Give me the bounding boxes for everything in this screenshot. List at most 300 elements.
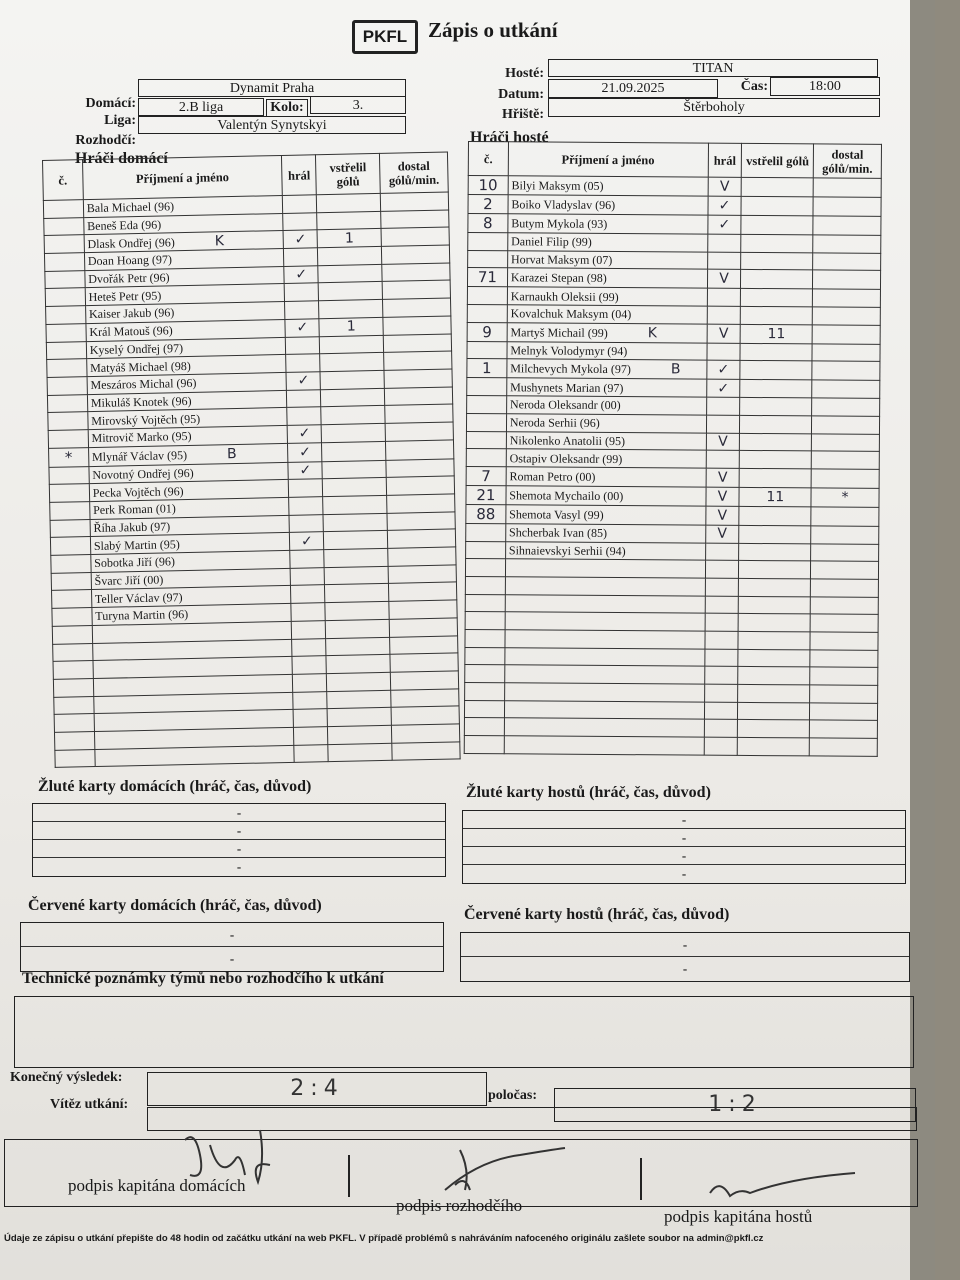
goals-scored xyxy=(321,423,385,442)
player-number xyxy=(47,394,87,413)
goals-scored xyxy=(317,193,381,212)
player-number xyxy=(46,306,86,325)
player-name xyxy=(505,594,705,613)
player-name: Slabý Martin (95) xyxy=(90,533,290,555)
home-team-field: Dynamit Praha xyxy=(138,79,406,97)
played-mark xyxy=(707,252,741,270)
goals-scored xyxy=(320,353,384,372)
goals-conceded xyxy=(390,635,458,654)
player-name: Neroda Oleksandr (00) xyxy=(506,396,706,415)
col-scored: vstřelil gólů xyxy=(316,153,381,194)
league-field: 2.B liga xyxy=(138,98,264,116)
goals-conceded xyxy=(810,614,878,632)
goals-conceded xyxy=(384,387,452,406)
col-conceded: dostal gólů/min. xyxy=(813,144,881,178)
player-number: 88 xyxy=(466,504,506,523)
final-result-label: Konečný výsledek: xyxy=(10,1070,123,1085)
player-number xyxy=(44,217,84,236)
player-number xyxy=(52,625,92,644)
goals-conceded xyxy=(385,404,453,423)
goals-scored xyxy=(739,525,811,543)
player-number: 7 xyxy=(466,466,506,485)
player-number xyxy=(465,576,505,594)
player-number xyxy=(466,431,506,449)
played-mark xyxy=(704,667,738,685)
goals-conceded xyxy=(390,671,458,690)
away-red-row: - xyxy=(682,961,688,976)
goals-scored xyxy=(738,631,810,649)
player-name: Teller Václav (97) xyxy=(91,586,291,608)
played-mark xyxy=(705,596,739,614)
player-name: Dlask Ondřej (96) K xyxy=(84,231,284,253)
player-name xyxy=(504,718,704,737)
goals-scored xyxy=(324,531,388,550)
away-red-title: Červené karty hostů (hráč, čas, důvod) xyxy=(464,906,730,923)
player-number xyxy=(468,233,508,251)
goals-conceded xyxy=(389,582,457,601)
goals-conceded xyxy=(811,526,879,544)
player-name xyxy=(505,630,705,649)
played-mark xyxy=(289,479,323,497)
player-name: Turyna Martin (96) xyxy=(92,604,292,626)
played-mark xyxy=(704,702,738,720)
player-number xyxy=(467,341,507,359)
halftime-field: 1:2 xyxy=(554,1088,916,1122)
player-number xyxy=(465,683,505,701)
player-name: Milchevych Mykola (97) B xyxy=(507,359,707,379)
played-mark: ✓ xyxy=(706,380,740,398)
played-mark xyxy=(705,543,739,561)
goals-conceded xyxy=(391,706,459,725)
player-name: Sihnaievskyi Serhii (94) xyxy=(505,541,705,560)
player-name: Nikolenko Anatolii (95) xyxy=(506,431,706,450)
footer-note: Údaje ze zápisu o utkání přepište do 48 hodin od začátku utkání na web PKFL. V případě problémů s nahráváním nafoceného originálu zašlete soubor na admin@pkfl.cz xyxy=(4,1233,764,1244)
home-yellow-row: - xyxy=(33,804,445,822)
player-name xyxy=(505,647,705,666)
played-mark xyxy=(707,234,741,252)
player-name: Mirovský Vojtěch (95) xyxy=(88,408,288,430)
referee-label: Rozhodčí: xyxy=(75,133,136,148)
player-number xyxy=(464,736,504,754)
player-number xyxy=(465,559,505,577)
player-name: Dvořák Petr (96) xyxy=(85,266,285,288)
away-yellow-row: - xyxy=(463,829,905,847)
player-name xyxy=(505,612,705,631)
goals-conceded xyxy=(387,529,455,548)
player-name xyxy=(504,683,704,702)
played-mark: V xyxy=(705,525,739,543)
played-mark: V xyxy=(705,506,739,525)
played-mark xyxy=(707,306,741,324)
col-played: hrál xyxy=(708,143,742,177)
player-number xyxy=(53,661,93,680)
player-number xyxy=(46,341,86,360)
goals-conceded xyxy=(811,561,879,579)
home-yellow-row: - xyxy=(33,840,445,858)
played-mark: V xyxy=(705,487,739,506)
goals-scored xyxy=(739,506,811,525)
player-number xyxy=(465,665,505,683)
home-red-title: Červené karty domácích (hráč, čas, důvod) xyxy=(28,897,322,914)
player-number xyxy=(51,572,91,591)
col-number: č. xyxy=(468,142,508,176)
player-number xyxy=(466,523,506,541)
player-name: Shemota Vasyl (99) xyxy=(506,505,706,525)
goals-scored xyxy=(738,738,810,756)
goals-scored: 11 xyxy=(739,487,811,506)
col-scored: vstřelil gólů xyxy=(742,143,814,177)
played-mark xyxy=(283,212,317,230)
played-mark: ✓ xyxy=(708,196,742,215)
player-name: Kovalchuk Maksym (04) xyxy=(507,305,707,324)
goals-scored xyxy=(323,495,387,514)
away-yellow-title: Žluté karty hostů (hráč, čas, důvod) xyxy=(466,784,711,801)
goals-conceded xyxy=(386,459,454,478)
played-mark: V xyxy=(707,324,741,343)
goals-scored xyxy=(322,460,386,479)
goals-scored xyxy=(327,690,391,709)
time-field: 18:00 xyxy=(770,77,880,96)
player-name xyxy=(95,745,295,767)
goals-conceded xyxy=(811,433,879,451)
player-number: * xyxy=(49,447,89,467)
player-name: Melnyk Volodymyr (94) xyxy=(507,342,707,361)
goals-scored xyxy=(738,702,810,720)
played-mark xyxy=(294,744,328,762)
goals-conceded xyxy=(812,325,880,344)
player-number xyxy=(53,643,93,662)
away-captain-signature xyxy=(700,1168,860,1208)
signature-divider xyxy=(348,1155,350,1197)
played-mark xyxy=(285,301,319,319)
played-mark xyxy=(290,550,324,568)
goals-scored xyxy=(738,649,810,667)
goals-scored xyxy=(741,306,813,324)
goals-scored xyxy=(740,468,812,487)
round-label: Kolo: xyxy=(266,99,308,117)
player-name: Karazei Stepan (98) xyxy=(507,268,707,288)
player-number xyxy=(44,235,84,254)
player-name xyxy=(504,736,704,755)
player-number xyxy=(49,484,89,503)
goals-conceded xyxy=(810,650,878,668)
goals-conceded xyxy=(388,547,456,566)
played-mark xyxy=(286,354,320,372)
goals-conceded xyxy=(383,333,451,352)
played-mark xyxy=(291,585,325,603)
player-name: Horvat Maksym (07) xyxy=(507,250,707,269)
played-mark xyxy=(292,656,326,674)
goals-scored xyxy=(320,335,384,354)
time-label: Čas: xyxy=(740,79,768,94)
pitch-field: Štěrboholy xyxy=(548,98,880,117)
home-players-table xyxy=(42,151,461,768)
player-number xyxy=(464,700,504,718)
away-yellow-row: - xyxy=(463,811,905,829)
goals-scored xyxy=(318,246,382,265)
goals-conceded xyxy=(810,667,878,685)
goals-conceded xyxy=(810,579,878,597)
goals-conceded xyxy=(812,416,880,434)
player-name: Kaiser Jakub (96) xyxy=(85,302,285,324)
goals-conceded xyxy=(384,351,452,370)
played-mark: V xyxy=(706,468,740,487)
goals-conceded xyxy=(813,235,881,253)
goals-scored xyxy=(740,451,812,469)
player-number: 10 xyxy=(468,176,508,195)
goals-conceded xyxy=(389,618,457,637)
player-number xyxy=(47,376,87,395)
pitch-label: Hřiště: xyxy=(502,107,544,122)
played-mark: V xyxy=(706,433,740,451)
player-number xyxy=(45,288,85,307)
signature-divider xyxy=(640,1158,642,1200)
home-red-row: - xyxy=(229,951,235,966)
player-name xyxy=(505,577,705,596)
player-number xyxy=(51,555,91,574)
player-name: Mitrovič Marko (95) xyxy=(88,425,288,447)
played-mark xyxy=(705,578,739,596)
player-number xyxy=(466,413,506,431)
home-yellow-row: - xyxy=(33,822,445,840)
player-number: 1 xyxy=(467,359,507,378)
goals-conceded xyxy=(812,289,880,307)
goals-scored xyxy=(740,415,812,433)
notes-box xyxy=(14,996,914,1068)
player-name: Mlynář Václav (95) B xyxy=(88,443,288,466)
player-role-mark: K xyxy=(647,325,658,342)
goals-conceded xyxy=(382,280,450,299)
played-mark xyxy=(287,389,321,407)
goals-conceded xyxy=(391,724,459,743)
goals-conceded xyxy=(812,344,880,362)
player-name xyxy=(505,559,705,578)
player-number xyxy=(465,612,505,630)
player-name: Bala Michael (96) xyxy=(83,195,283,217)
played-mark: ✓ xyxy=(288,461,322,479)
goals-scored xyxy=(327,708,391,727)
goals-scored xyxy=(740,433,812,451)
goals-scored xyxy=(323,513,387,532)
goals-scored xyxy=(739,578,811,596)
player-number xyxy=(46,323,86,342)
player-name: Švarc Jiří (00) xyxy=(91,568,291,590)
goals-scored xyxy=(322,441,386,461)
goals-conceded xyxy=(391,688,459,707)
player-name: Mushynets Marian (97) xyxy=(507,378,707,397)
played-mark xyxy=(704,684,738,702)
away-red-box xyxy=(460,932,910,982)
played-mark xyxy=(706,450,740,468)
played-mark: V xyxy=(708,177,742,196)
player-number xyxy=(45,270,85,289)
played-mark xyxy=(293,709,327,727)
goals-scored xyxy=(740,380,812,398)
player-name: Shcherbak Ivan (85) xyxy=(506,524,706,543)
goals-conceded xyxy=(382,263,450,282)
player-number xyxy=(48,430,88,449)
guests-field: TITAN xyxy=(548,59,878,77)
table-row xyxy=(464,736,877,757)
played-mark xyxy=(704,649,738,667)
away-yellow-row: - xyxy=(463,847,905,865)
player-name: Shemota Mychailo (00) xyxy=(506,486,706,506)
home-red-box xyxy=(20,922,444,972)
col-number: č. xyxy=(43,160,84,201)
played-mark xyxy=(704,631,738,649)
referee-signature-label: podpis rozhodčího xyxy=(396,1196,523,1215)
player-number xyxy=(55,749,95,768)
player-number xyxy=(52,590,92,609)
goals-conceded xyxy=(809,720,877,738)
goals-conceded xyxy=(390,653,458,672)
home-yellow-box xyxy=(32,803,446,877)
goals-conceded xyxy=(383,316,451,335)
away-table-header xyxy=(468,142,881,179)
goals-scored xyxy=(739,596,811,614)
played-mark xyxy=(706,397,740,415)
home-captain-signature-label: podpis kapitána domácích xyxy=(68,1176,246,1195)
goals-conceded xyxy=(383,298,451,317)
goals-conceded xyxy=(387,512,455,531)
guests-label: Hosté: xyxy=(505,66,544,81)
goals-scored xyxy=(328,725,392,744)
played-mark xyxy=(704,720,738,738)
player-number: 71 xyxy=(467,268,507,287)
player-number xyxy=(467,378,507,396)
away-yellow-box xyxy=(462,810,906,884)
goals-conceded xyxy=(386,476,454,495)
goals-conceded xyxy=(381,227,449,246)
player-number xyxy=(467,287,507,305)
goals-conceded xyxy=(380,192,448,211)
goals-scored xyxy=(739,614,811,632)
played-mark xyxy=(289,514,323,532)
player-name: Meszáros Michal (96) xyxy=(87,372,287,394)
played-mark xyxy=(292,620,326,638)
player-number xyxy=(48,412,88,431)
played-mark xyxy=(283,195,317,213)
goals-scored xyxy=(317,211,381,230)
played-mark: ✓ xyxy=(706,361,740,380)
home-players-title: Hráči domácí xyxy=(75,150,168,167)
col-played: hrál xyxy=(282,155,317,196)
played-mark: ✓ xyxy=(287,425,321,443)
goals-scored xyxy=(741,215,813,234)
goals-scored xyxy=(324,566,388,585)
played-mark xyxy=(707,289,741,307)
goals-scored xyxy=(738,720,810,738)
played-mark: ✓ xyxy=(288,442,322,462)
goals-scored xyxy=(738,684,810,702)
player-name: Doan Hoang (97) xyxy=(84,249,284,271)
player-number xyxy=(54,731,94,750)
home-yellow-title: Žluté karty domácích (hráč, čas, důvod) xyxy=(38,778,312,795)
date-label: Datum: xyxy=(498,87,544,102)
goals-scored xyxy=(741,289,813,307)
goals-conceded xyxy=(812,380,880,398)
goals-conceded xyxy=(810,685,878,703)
player-name: Ostapiv Oleksandr (99) xyxy=(506,449,706,468)
away-captain-signature-label: podpis kapitána hostů xyxy=(664,1207,813,1226)
player-name: Bilyi Maksym (05) xyxy=(508,176,708,196)
played-mark xyxy=(294,727,328,745)
played-mark: ✓ xyxy=(286,372,320,390)
played-mark xyxy=(290,567,324,585)
goals-scored xyxy=(739,543,811,561)
goals-scored xyxy=(740,343,812,361)
goals-scored xyxy=(327,672,391,691)
player-number xyxy=(50,537,90,556)
goals-conceded xyxy=(813,178,881,197)
goals-scored xyxy=(321,406,385,425)
player-name: Perk Roman (01) xyxy=(89,497,289,519)
played-mark xyxy=(284,283,318,301)
goals-scored xyxy=(738,667,810,685)
goals-scored xyxy=(741,270,813,289)
goals-scored: 1 xyxy=(317,229,381,248)
played-mark xyxy=(289,497,323,515)
goals-conceded xyxy=(811,543,879,561)
goals-conceded xyxy=(384,369,452,388)
goals-scored xyxy=(323,478,387,497)
player-number xyxy=(47,359,87,378)
player-number xyxy=(44,253,84,272)
goals-conceded xyxy=(812,307,880,325)
goals-conceded xyxy=(388,565,456,584)
played-mark xyxy=(706,343,740,361)
player-number xyxy=(467,396,507,414)
player-name xyxy=(504,701,704,720)
player-role-mark: B xyxy=(670,361,681,378)
col-name: Příjmení a jméno xyxy=(82,155,282,199)
goals-scored xyxy=(319,300,383,319)
away-players-table xyxy=(464,141,882,757)
league-label: Liga: xyxy=(104,113,136,128)
goals-conceded xyxy=(813,216,881,235)
goals-scored xyxy=(326,655,390,674)
goals-scored xyxy=(318,264,382,283)
goals-conceded xyxy=(813,253,881,271)
goals-conceded xyxy=(811,451,879,469)
player-name: Boiko Vladyslav (96) xyxy=(508,195,708,215)
played-mark xyxy=(286,336,320,354)
player-number xyxy=(54,714,94,733)
player-number xyxy=(43,200,83,219)
played-mark xyxy=(704,737,738,755)
player-number xyxy=(465,629,505,647)
goals-scored xyxy=(741,234,813,252)
goals-scored: 1 xyxy=(319,317,383,336)
away-red-row: - xyxy=(461,933,909,957)
referee-field: Valentýn Synytskyi xyxy=(138,116,406,134)
goals-scored xyxy=(326,637,390,656)
goals-scored xyxy=(741,252,813,270)
col-conceded: dostal gólů/min. xyxy=(380,152,449,193)
goals-scored xyxy=(321,388,385,407)
home-red-row: - xyxy=(21,923,443,947)
goals-conceded xyxy=(392,742,460,761)
goals-conceded xyxy=(389,600,457,619)
played-mark: ✓ xyxy=(284,265,318,283)
player-number xyxy=(468,250,508,268)
goals-scored xyxy=(325,619,389,638)
player-name xyxy=(505,665,705,684)
played-mark: V xyxy=(707,270,741,289)
goals-conceded xyxy=(381,210,449,229)
player-name: Butym Mykola (93) xyxy=(508,214,708,234)
goals-scored xyxy=(325,601,389,620)
